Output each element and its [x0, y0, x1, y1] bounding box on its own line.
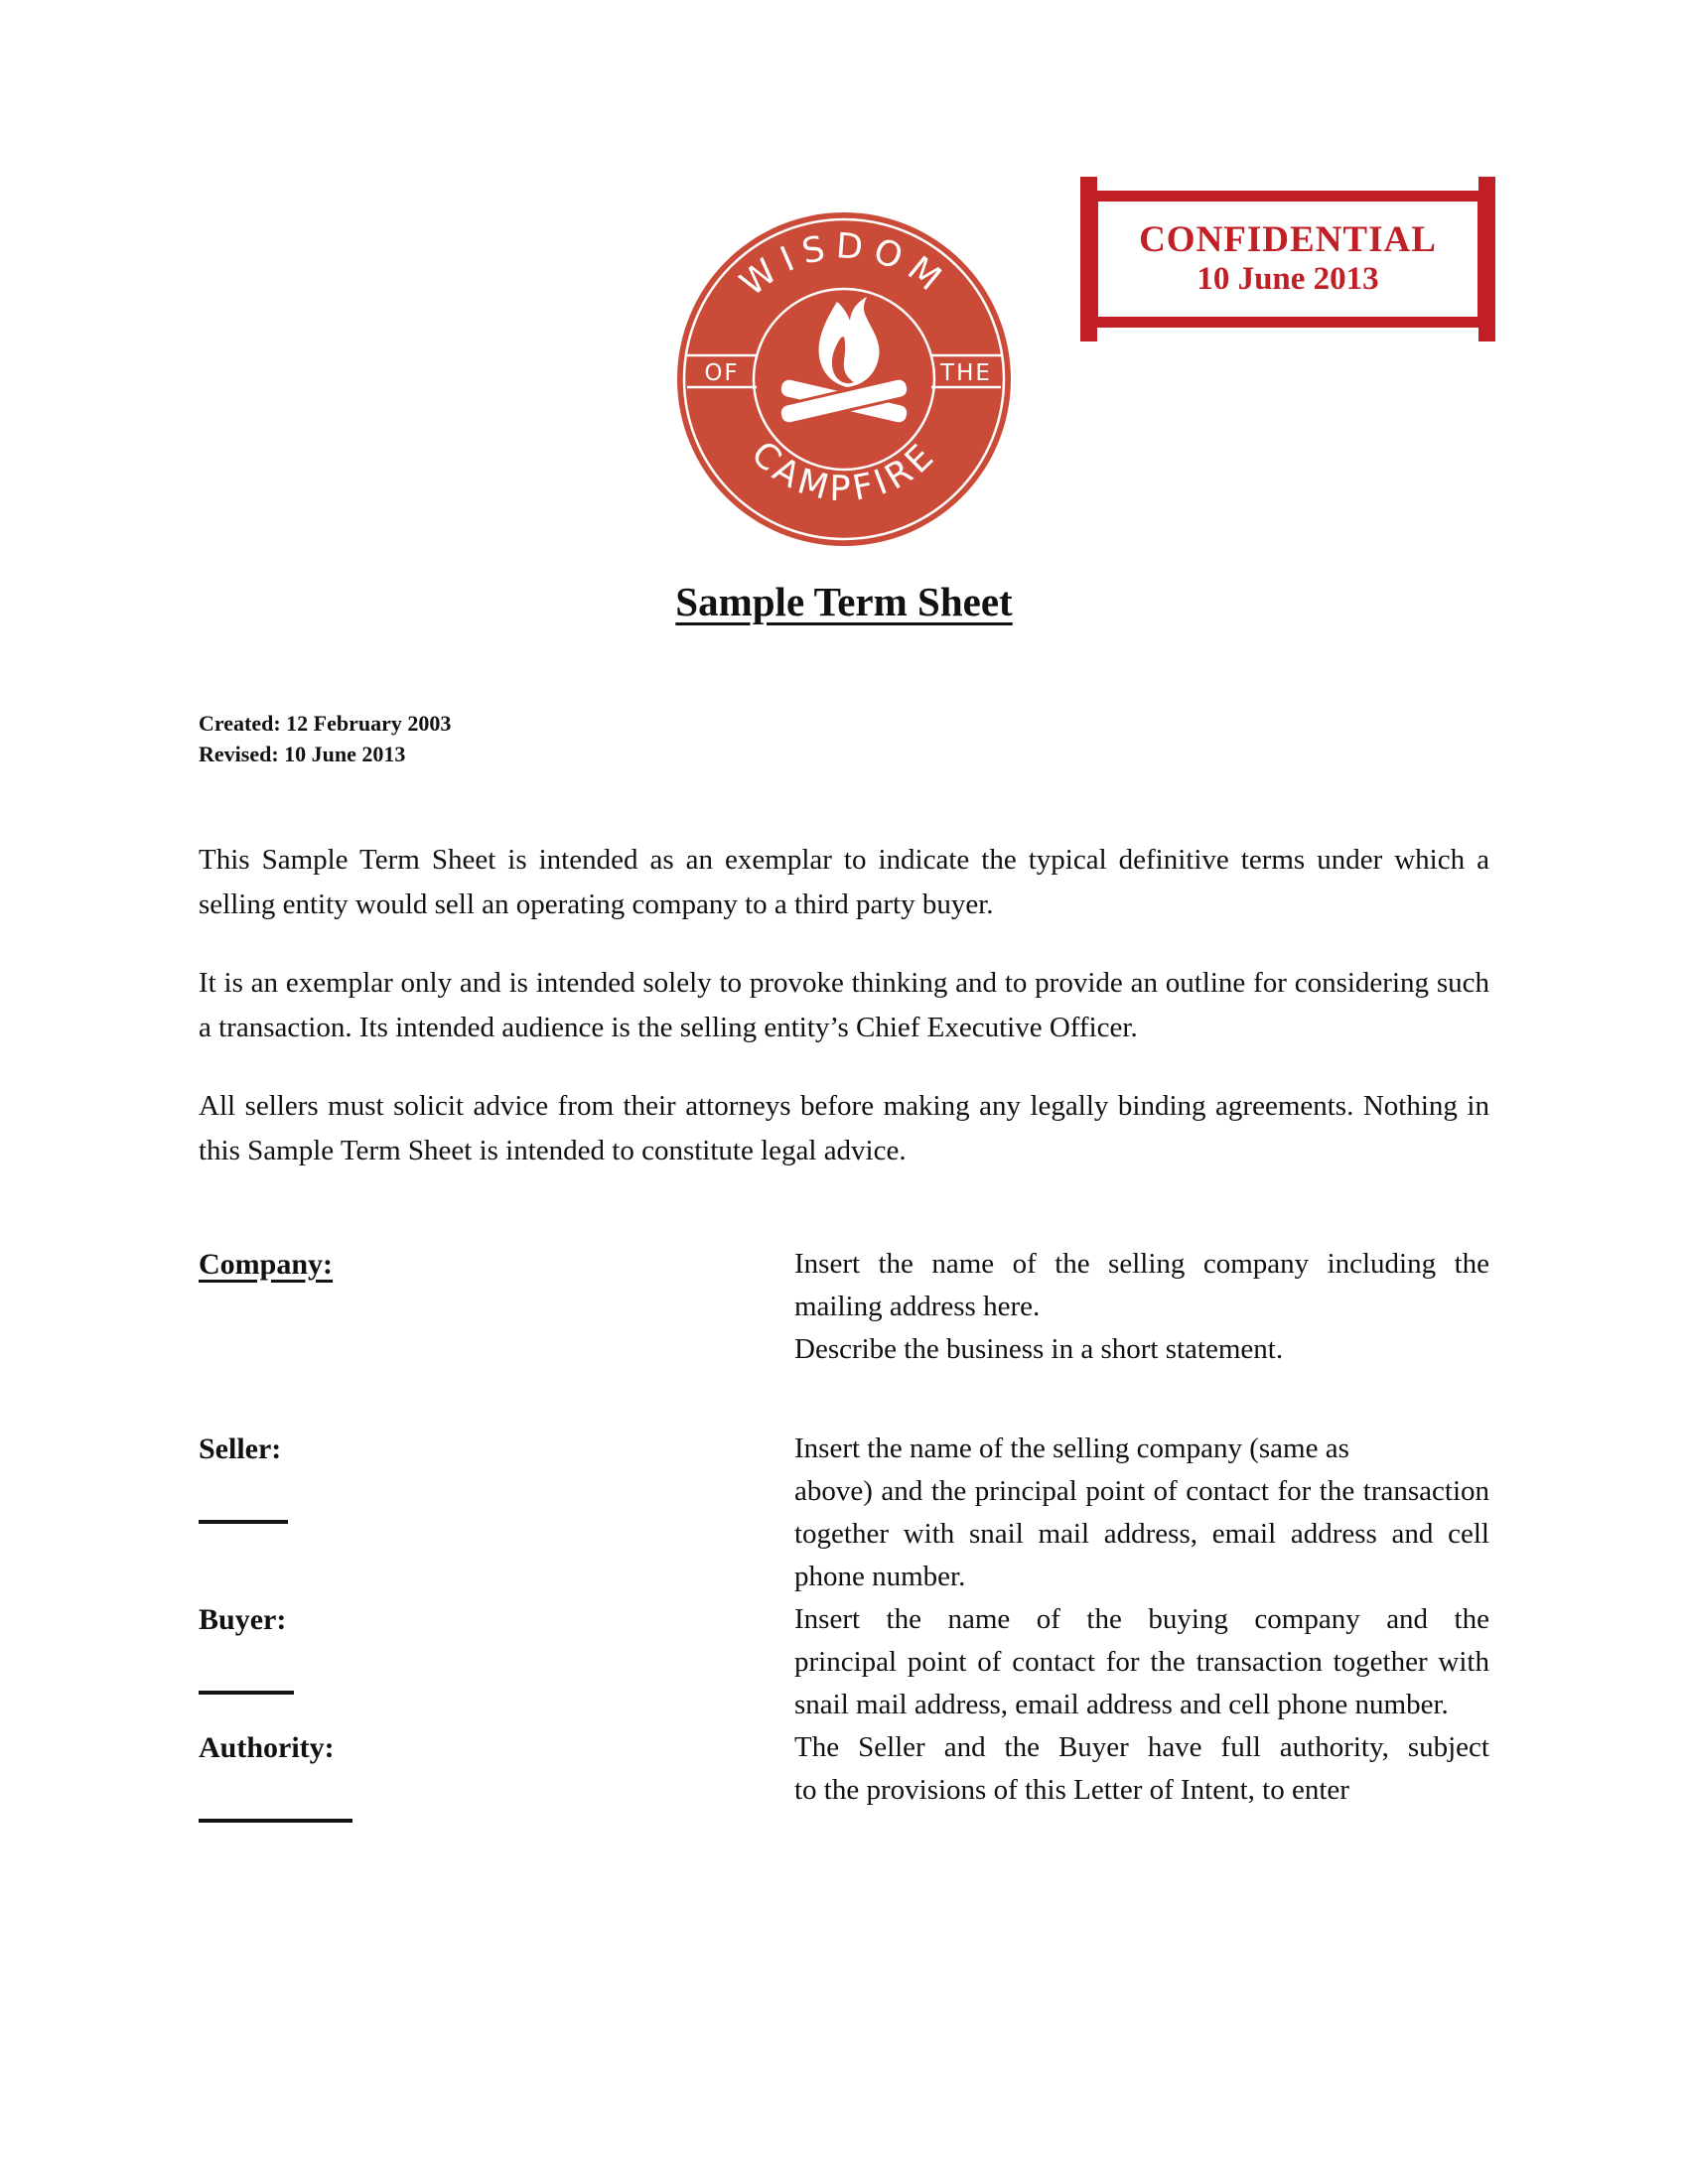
revised-date: Revised: 10 June 2013 — [199, 741, 406, 766]
intro-paragraph: This Sample Term Sheet is intended as an exemplar to indicate the typical definitive terms under which a selling entity would sell an operating company to a third party buyer. — [199, 843, 1489, 920]
term-text: principal point of contact for the transaction together with snail mail address, email address and cell phone number. — [794, 1645, 1489, 1720]
term-row-seller — [199, 1428, 1489, 1598]
blank-line-rule — [199, 1691, 294, 1695]
document-body — [0, 709, 1688, 1823]
term-label-cell — [199, 1243, 794, 1371]
term-row-buyer — [199, 1598, 1489, 1726]
term-label-buyer: Buyer: — [199, 1602, 287, 1636]
term-text: Insert the name of the selling company (same as — [794, 1432, 1349, 1464]
term-content-seller — [794, 1428, 1489, 1598]
document-header — [0, 0, 1688, 556]
stamp-frame — [1087, 191, 1488, 328]
revision-meta — [199, 709, 1489, 770]
intro-paragraphs — [199, 838, 1489, 1173]
page-title: Sample Term Sheet — [675, 579, 1013, 624]
term-content-authority — [794, 1726, 1489, 1823]
term-text: The Seller and the Buyer have full authority, subject — [794, 1730, 1489, 1763]
term-text: Insert the name of the selling company including the mailing address here. — [794, 1247, 1489, 1322]
term-label-cell — [199, 1598, 794, 1726]
term-label-seller: Seller: — [199, 1432, 282, 1465]
terms-section — [199, 1243, 1489, 1823]
term-text: Insert the name of the buying company and the — [794, 1602, 1489, 1635]
stamp-title: CONFIDENTIAL — [1139, 218, 1437, 260]
term-text: above) and the principal point of contact for the transaction together with snail mail address, email address and cell phone number. — [794, 1474, 1489, 1592]
created-date: Created: 12 February 2003 — [199, 711, 452, 736]
intro-paragraph: All sellers must solicit advice from their attorneys before making any legally binding agreements. Nothing in this Sample Term Sheet is intended to constitute legal advice. — [199, 1089, 1489, 1166]
logo-band-left-text: OF — [704, 360, 740, 386]
confidential-stamp — [1080, 177, 1495, 341]
blank-line-rule — [199, 1520, 288, 1524]
term-label-authority: Authority: — [199, 1730, 335, 1764]
blank-line-rule — [199, 1819, 352, 1823]
term-text: Describe the business in a short statement. — [794, 1332, 1284, 1365]
term-label-cell — [199, 1428, 794, 1598]
term-label-company: Company: — [199, 1247, 334, 1281]
intro-paragraph: It is an exemplar only and is intended solely to provoke thinking and to provide an outline for considering such a transaction. Its intended audience is the selling entity’s Chief Executive Officer. — [199, 966, 1489, 1043]
logo-arc-bottom-text: CAMPFIRE — [743, 434, 945, 510]
logo-band-right-text: THE — [940, 360, 992, 386]
term-content-company — [794, 1243, 1489, 1371]
term-text: to the provisions of this Letter of Intent, to enter — [794, 1773, 1349, 1806]
term-label-cell — [199, 1726, 794, 1823]
term-content-buyer — [794, 1598, 1489, 1726]
stamp-date: 10 June 2013 — [1196, 261, 1379, 298]
term-row-authority — [199, 1726, 1489, 1823]
logo-arc-top-text: WISDOM — [733, 226, 955, 305]
wisdom-of-the-campfire-logo — [675, 210, 1013, 548]
term-row-company — [199, 1243, 1489, 1371]
